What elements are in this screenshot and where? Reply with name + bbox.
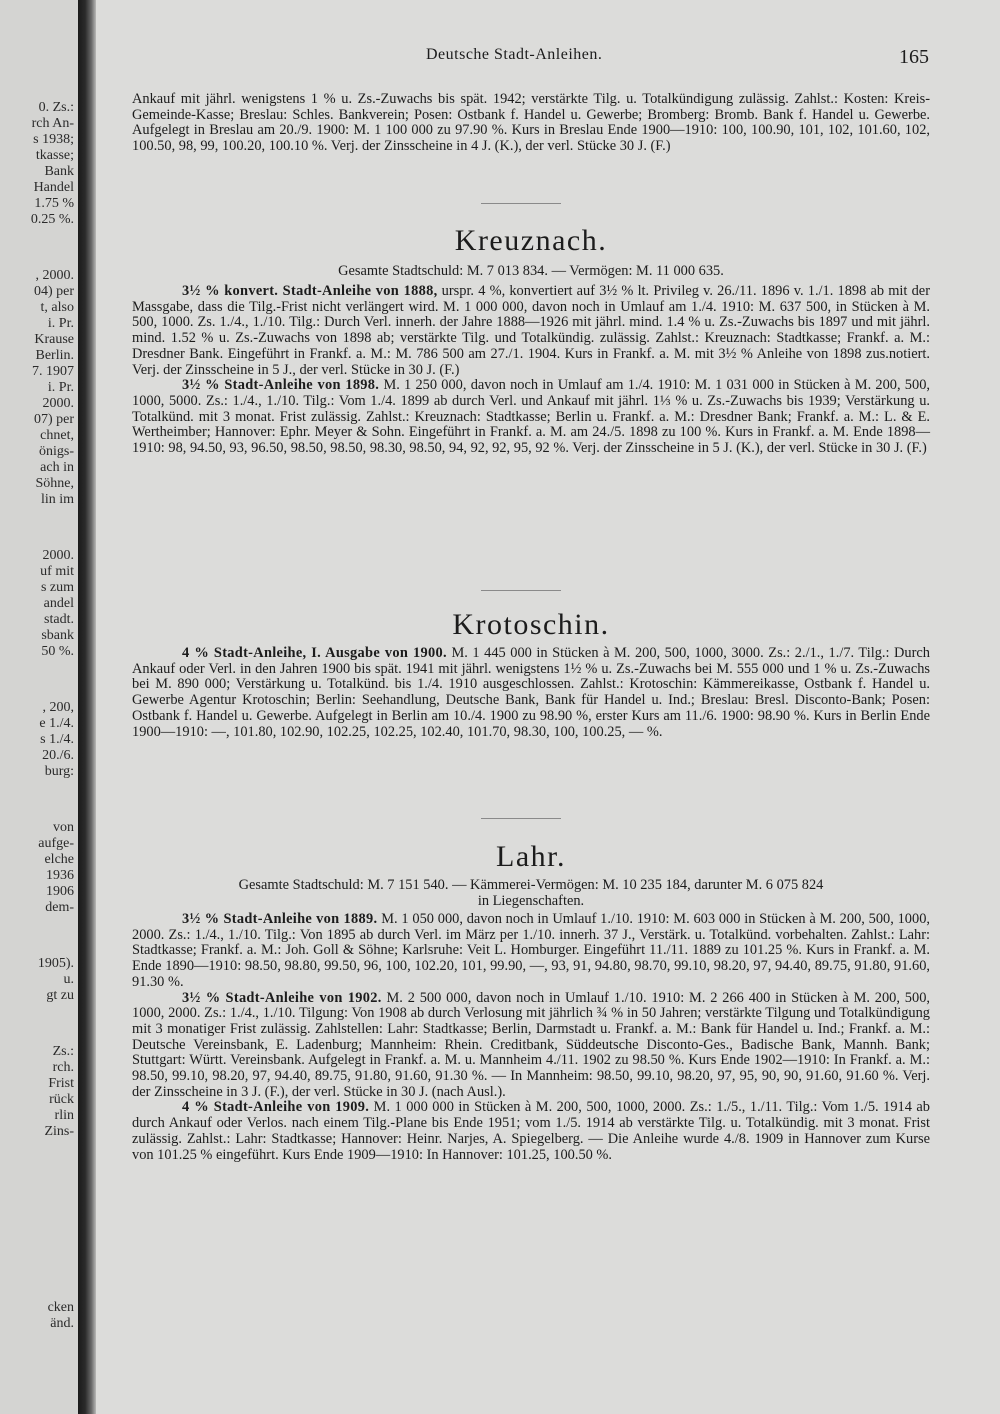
margin-fragment: gt zu — [46, 988, 74, 1003]
margin-fragment: aufge- — [38, 836, 74, 851]
margin-fragment: Söhne, — [35, 476, 74, 491]
margin-fragment: 0. Zs.: — [38, 100, 74, 115]
margin-fragment: cken — [47, 1300, 74, 1315]
loan-text: M. 1 050 000, davon noch in Umlauf 1./10. 1910: M. 603 000 in Stücken à M. 200, 500, 1000, 2000. Zs.: 1./4., 1./10. Tilg.: Von 1895 ab durch Verl. im März per 1./10. innerh. 37 J., Verstärk. u. Totalkünd. vorbehalten. Zahlst.: Lahr: Stadtkasse; Frankf. a. M.: Joh. Goll & Söhne; Karlsruhe: Veit L. Homburger. Eingeführt 11./11. 1889 zu 101.25 %. Kurs in Frankf. a. M. Ende 1890—1910: 98.50, 98.80, 99.50, 96, 100, 102.20, 101, 99.90, —, 93, 91, 94.80, 98.70, 99.10, 98.20, 97, 94.40, 89.75, 91.80, 91.60, 91.30 %. — [132, 911, 930, 990]
loan-entry — [132, 991, 930, 1101]
loan-entry — [132, 378, 930, 457]
margin-fragment: 50 %. — [41, 644, 74, 659]
margin-fragment: , 2000. — [35, 268, 74, 283]
margin-fragment: e 1./4. — [39, 716, 74, 731]
loan-entry — [132, 912, 930, 991]
loan-text: M. 1 445 000 in Stücken à M. 200, 500, 1000, 3000. Zs.: 2./1., 1./7. Tilg.: Durch Ankauf oder Verl. in den Jahren 1900 bis spät. 1941 mit jährl. wenigstens 1½ % u. Zs.-Zuwachs bei M. 555 000 und 1 % u. Zs.-Zuwachs bei M. 890 000; Verstärkung u. Totalkünd. bis 1./4. 1910 ausgeschlossen. Zahlst.: Krotoschin: Kämmereikasse, Ostbank f. Handel u. Gewerbe Agentur Krotoschin; Berlin: Seehandlung, Deutsche Bank, Bank für Handel u. Ind.; Breslau: Bresl. Disconto-Bank; Posen: Ostbank f. Handel u. Gewerbe. Aufgelegt in Berlin am 10./4. 1900 zu 98.90 %, erster Kurs am 11./6. 1900: 98.90 %. Kurs in Berlin Ende 1900—1910: —, 101.80, 102.90, 102.25, 102.25, 102.40, 101.70, 98.30, 100, 100.25, — %. — [132, 645, 931, 740]
margin-fragment: 2000. — [42, 548, 74, 563]
margin-fragment: von — [53, 820, 74, 835]
section-divider — [481, 590, 561, 591]
margin-fragment: stadt. — [44, 612, 74, 627]
margin-fragment: elche — [44, 852, 74, 867]
margin-fragment: i. Pr. — [47, 316, 74, 331]
margin-fragment: Krause — [34, 332, 74, 347]
margin-fragment: s 1938; — [33, 132, 74, 147]
section-divider — [481, 818, 561, 819]
loan-heading: 4 % Stadt-Anleihe, I. Ausgabe von 1900. — [182, 645, 447, 661]
book-gutter — [78, 0, 96, 1414]
loan-text: M. 1 000 000 in Stücken à M. 200, 500, 1000, 2000. Zs.: 1./5., 1./11. Tilg.: Vom 1./5. 1914 ab durch Ankauf oder Verlos. nach einem Tilg.-Plane bis Ende 1951; vom 1./5. 1914 ab verstärkte Tilg. u. Totalkündig. mit 3 monat. Frist zulässig. Zahlst.: Lahr: Stadtkasse; Hannover: Heinr. Narjes, A. Spiegelberg. — Die Anleihe wurde 4./8. 1909 in Hannover zum Kurse von 101.25 % eingeführt. Kurs Ende 1909—1910: In Hannover: 101.25, 100.50 %. — [132, 1099, 930, 1163]
margin-fragment: 20./6. — [42, 748, 74, 763]
page-number: 165 — [899, 46, 929, 68]
margin-fragment: Frist — [48, 1076, 74, 1091]
margin-fragment: 7. 1907 — [32, 364, 74, 379]
loan-heading: 3½ % Stadt-Anleihe von 1898. — [182, 377, 380, 394]
margin-fragment: uf mit — [40, 564, 74, 579]
loan-entry — [132, 1100, 930, 1163]
margin-fragment: ach in — [40, 460, 74, 475]
loan-text: urspr. 4 %, konvertiert auf 3½ % lt. Privileg v. 26./11. 1896 v. 1./1. 1898 ab mit der Massgabe, dass die Tilg.-Frist nicht verlängert wird. M. 1 000 000, davon noch in Umlauf am 1./4. 1910: M. 637 500, in Stücken à M. 500, 1000. Zs. 1./4., 1./10. Tilg.: Durch Verl. innerh. der Jahre 1888—1926 mit jährl. mind. 1.4 % u. Zs.-Zuwachs bis 1897 und mit jährl. mind. 1.52 % u. Zs.-Zuwachs von 1898 ab; verstärkte Tilg. und Totalkündig. zulässig. Zahlst.: Kreuznach: Stadtkasse; Frankf. a. M.: Dresdner Bank. Eingeführt in Frankf. a. M.: M. 786 500 am 27./1. 1904. Kurs in Frankf. a. M. mit 3½ % Anleihe von 1898 zus.notiert. Verj. der Zinsscheine in 5 J., der verl. Stücke in 30 J. (F.) — [132, 283, 930, 378]
page — [96, 0, 1000, 1414]
margin-fragment: rlin — [54, 1108, 74, 1123]
margin-fragment: Bank — [44, 164, 74, 179]
city-heading-krotoschin: Krotoschin. — [452, 608, 610, 641]
loan-text: M. 1 250 000, davon noch in Umlauf am 1./4. 1910: M. 1 031 000 in Stücken à M. 200, 500, 1000, 5000. Zs.: 1./4., 1./10. Tilg.: Vom 1./4. 1899 ab durch Verl. und Ankauf mit jährl. 1⅓ % u. Zs.-Zuwachs bis 1939; Verstärkung u. Totalkünd. mit 3 monat. Frist zulässig. Zahlst.: Kreuznach: Stadtkasse; Berlin u. Frankf. a. M.: Dresdner Bank; Frankf. a. M.: L. & E. Wertheimber; Hannover: Ephr. Meyer & Sohn. Eingeführt in Frankf. a. M. am 24./5. 1898 zu 100 %. Kurs in Frankf. a. M. Ende 1898—1910: 98, 94.50, 93, 96.50, 98.50, 98.50, 98.30, 98.50, 94, 92, 92, 95, 92 %. Verj. der Zinsscheine in 5 J. (K.), der verl. Stücke in 30 J. (F.) — [132, 377, 930, 457]
margin-fragment: 1906 — [46, 884, 74, 899]
margin-fragment: s 1./4. — [40, 732, 74, 747]
loan-section-lahr — [132, 912, 930, 1163]
margin-fragment: 04) per — [33, 284, 74, 299]
margin-fragment: änd. — [50, 1316, 74, 1331]
loan-entry — [132, 284, 930, 378]
margin-fragment: Zs.: — [52, 1044, 74, 1059]
loan-heading: 3½ % konvert. Stadt-Anleihe von 1888, — [182, 283, 438, 299]
debt-line: in Liegenschaften. — [477, 892, 585, 909]
loan-section-kreuznach — [132, 284, 930, 457]
debt-line: Gesamte Stadtschuld: M. 7 151 540. — Kämmerei-Vermögen: M. 10 235 184, darunter M. 6 075 824 — [238, 877, 824, 893]
loan-section-krotoschin — [132, 646, 930, 740]
margin-fragment: 07) per — [33, 412, 74, 427]
margin-fragment: s zum — [40, 580, 74, 595]
margin-fragment: lin im — [40, 492, 74, 507]
running-title: Deutsche Stadt-Anleihen. — [426, 46, 603, 63]
margin-fragment: 0.25 %. — [30, 212, 74, 227]
margin-fragment: tkasse; — [35, 148, 74, 163]
city-heading-lahr: Lahr. — [496, 840, 566, 873]
facing-page-margin — [0, 0, 78, 1414]
debt-summary-kreuznach: Gesamte Stadtschuld: M. 7 013 834. — Vermögen: M. 11 000 635. — [338, 263, 724, 279]
margin-fragment: rch. — [52, 1060, 74, 1075]
city-heading-kreuznach: Kreuznach. — [454, 224, 608, 257]
margin-fragment: Zins- — [44, 1124, 74, 1139]
margin-fragment: rch An- — [31, 116, 74, 131]
margin-fragment: burg: — [44, 764, 74, 779]
margin-fragment: 2000. — [42, 396, 74, 411]
margin-fragment: i. Pr. — [47, 380, 74, 395]
margin-fragment: Handel — [33, 180, 74, 195]
intro-text: Ankauf mit jährl. wenigstens 1 % u. Zs.-Zuwachs bis spät. 1942; verstärkte Tilg. u. Totalkündigung zulässig. Zahlst.: Kosten: Kreis-Gemeinde-Kasse; Breslau: Schles. Bankverein; Posen: Ostbank f. Handel u. Gewerbe; Bromberg: Bromb. Bank f. Handel u. Gewerbe. Aufgelegt in Breslau am 20./9. 1900: M. 1 100 000 zu 97.90 %. Kurs in Breslau Ende 1900—1910: 100, 100.90, 101, 102, 101.60, 102, 100.50, 98, 99, 100.20, 100.10 %. Verj. der Zinsscheine in 4 J. (K.), der verl. Stücke 30 J. (F.) — [132, 91, 930, 155]
margin-fragment: andel — [43, 596, 74, 611]
loan-text: M. 2 500 000, davon noch in Umlauf 1./10. 1910: M. 2 266 400 in Stücken à M. 200, 500, 1000, 2000. Zs.: 1./4., 1./10. Tilgung: Von 1908 ab durch Verlosung mit jährlich ¾ % in 50 Jahren; verstärkte Tilgung und Totalkündigung mit 3 monatiger Frist zulässig. Zahlstellen: Lahr: Stadtkasse; Berlin, Darmstadt u. Frankf. a. M.: Bank für Handel u. Ind.; Frankf. a. M.: Deutsche Vereinsbank, E. Ladenburg; Mannheim: Rhein. Creditbank, Süddeutsche Disconto-Ges., Badische Bank, Mannh. Bank; Stuttgart: Württ. Vereinsbank. Aufgelegt in Frankf. a. M. u. Mannheim 4./11. 1902 zu 98.50 %. Kurs Ende 1902—1910: In Frankf. a. M.: 98.50, 99.10, 98.20, 97, 94.40, 89.75, 91.80, 91.60, 91.30 %. — In Mannheim: 98.50, 99.10, 98.20, 97, 95, 90, 90, 91.60, 91.60 %. Verj. der Zinsscheine in 3 J. (F.), der verl. Stücke in 30 J. (nach Ausl.). — [132, 989, 930, 1100]
loan-entry — [132, 646, 930, 740]
margin-fragment: Berlin. — [35, 348, 74, 363]
margin-fragment: chnet, — [40, 428, 74, 443]
margin-fragment: 1936 — [46, 868, 74, 883]
loan-heading: 3½ % Stadt-Anleihe von 1889. — [182, 911, 378, 927]
margin-fragment: t, also — [40, 300, 74, 315]
margin-fragment: dem- — [45, 900, 74, 915]
margin-fragment: , 200, — [42, 700, 74, 715]
margin-fragment: sbank — [41, 628, 74, 643]
loan-heading: 4 % Stadt-Anleihe von 1909. — [182, 1099, 370, 1116]
debt-summary-lahr — [132, 878, 930, 909]
margin-fragment: 1905). — [37, 956, 74, 971]
margin-fragment: 1.75 % — [34, 196, 74, 211]
margin-fragment: u. — [63, 972, 74, 987]
section-divider — [481, 203, 561, 204]
loan-heading: 3½ % Stadt-Anleihe von 1902. — [182, 989, 382, 1006]
margin-fragment: rück — [49, 1092, 74, 1107]
intro-continuation — [132, 92, 930, 155]
margin-fragment: önigs- — [39, 444, 74, 459]
